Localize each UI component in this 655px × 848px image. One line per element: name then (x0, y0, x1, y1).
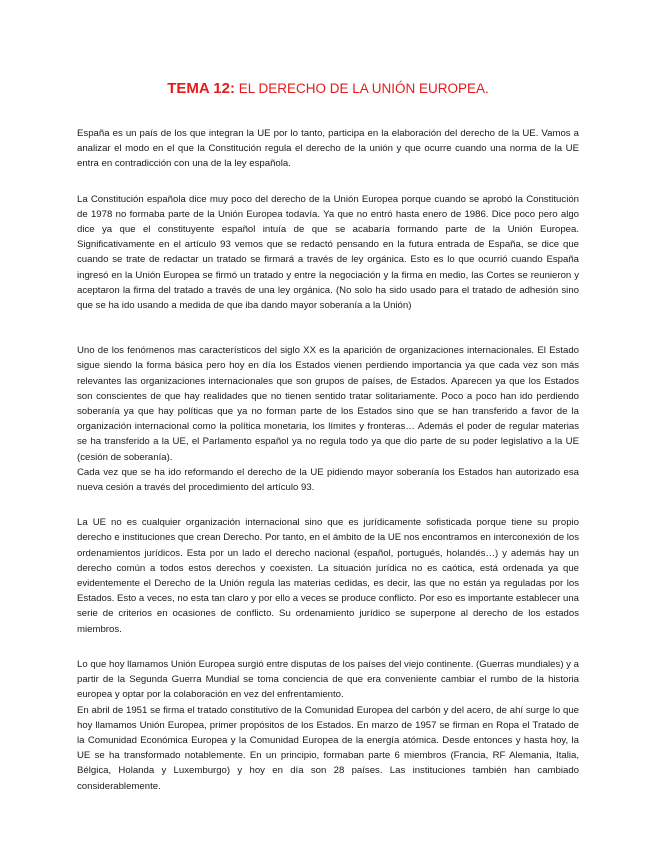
paragraph-organizaciones: Uno de los fenómenos mas característicos del siglo XX es la aparición de organizaciones internacionales. El Estado sigue siendo la forma básica pero hoy en día los Estados vienen perdiendo importancia ya que cada vez son más relevantes las organizaciones internacionales que son grupos de países, de Estados. Aparecen ya que los Estados son conscientes de que hay realidades que no tienen sentido tratar solitariamente. Poco a poco han ido perdiendo soberanía ya que hay políticas que ya no forman parte de los Estados sino que se han transferido a favor de la organización internacional como la política monetaria, los límites y fronteras… Además el poder de regular materias se ha transferido a la UE, el Parlamento español ya no regula todo ya que dio parte de su poder legislativo a la UE (cesión de soberanía). (77, 345, 579, 463)
paragraph-cesion: Cada vez que se ha ido reformando el derecho de la UE pidiendo mayor soberanía los Estados han autorizado esa nueva cesión a través del procedimiento del artículo 93. (77, 466, 579, 494)
title-prefix: TEMA 12: (167, 80, 235, 97)
paragraph-constitucion: La Constitución española dice muy poco del derecho de la Unión Europea porque cuando se aprobó la Constitución de 1978 no formaba parte de la Unión Europea todavía. Ya que no entró hasta enero de 1986. Dice poco pero algo dice ya que el constituyente español intuía de que se acabaría formando parte de la Unión Europea. Significativamente en el artículo 93 vemos que se redactó pensando en la futura entrada de España, se dice que cuando se trate de redactar un tratado se firmará a través de ley orgánica. Esto es lo que ocurrió cuando España ingresó en la Unión Europea se firmó un tratado y entre la negociación y la firma en medio, las Cortes se reunieron y aceptaron la firma del tratado a través de una ley orgánica. (No solo ha sido usado para el tratado de adhesión sino que se ha ido usando a medida de que iba dando mayor soberanía a la Unión) (77, 193, 579, 312)
title-text: EL DERECHO DE LA UNIÓN EUROPEA. (234, 81, 489, 96)
paragraph-ordenamiento: La UE no es cualquier organización internacional sino que es jurídicamente sofisticada porque tiene su propio derecho e instituciones que crean Derecho. Por tanto, en el ámbito de la UE nos encontramos en interconexión de los ordenamientos jurídicos. Esta por un lado el derecho nacional (español, portugués, holandés…) y además hay un derecho común a todos estos derechos y coexisten. La situación jurídica no es caótica, está ordenada ya que evidentemente el Derecho de la Unión regula las materias cedidas, es decir, las que no están ya reguladas por los Estados. Esto a veces, no esta tan claro y por ello a veces se produce conflicto. Por eso es importante establecer una serie de criterios en ocasiones de conflicto. Su ordenamiento jurídico se superpone al derecho de los estados miembros. (77, 517, 579, 635)
paragraph-historia: En abril de 1951 se firma el tratado constitutivo de la Comunidad Europea del carbón y del acero, de ahí surge lo que hoy llamamos Unión Europea, primer propósitos de los Estados. En marzo de 1957 se firman en Ropa el Tratado de la Comunidad Económica Europea y la Comunidad Europea de la energía atómica. Desde entonces y hasta hoy, la UE se ha transformado notablemente. En un principio, formaban parte 6 miembros (Francia, RF Alemania, Italia, Bélgica, Holanda y Luxemburgo) y hoy en día son 28 países. Las instituciones también han cambiado considerablemente. (77, 704, 579, 792)
paragraph-origen: Lo que hoy llamamos Unión Europea surgió entre disputas de los países del viejo continente. (Guerras mundiales) y a partir de la Segunda Guerra Mundial se toma conciencia de que era conveniente cambiar el rumbo de la historia europea y optar por la colaboración en vez del enfrentamiento. (77, 658, 579, 701)
page-title (77, 80, 579, 98)
paragraph-intro: España es un país de los que integran la UE por lo tanto, participa en la elaboración del derecho de la UE. Vamos a analizar el modo en el que la Constitución regula el derecho de la unión y que ocurre cuando una norma de la UE entra en contradicción con una de la ley española. (77, 128, 579, 170)
